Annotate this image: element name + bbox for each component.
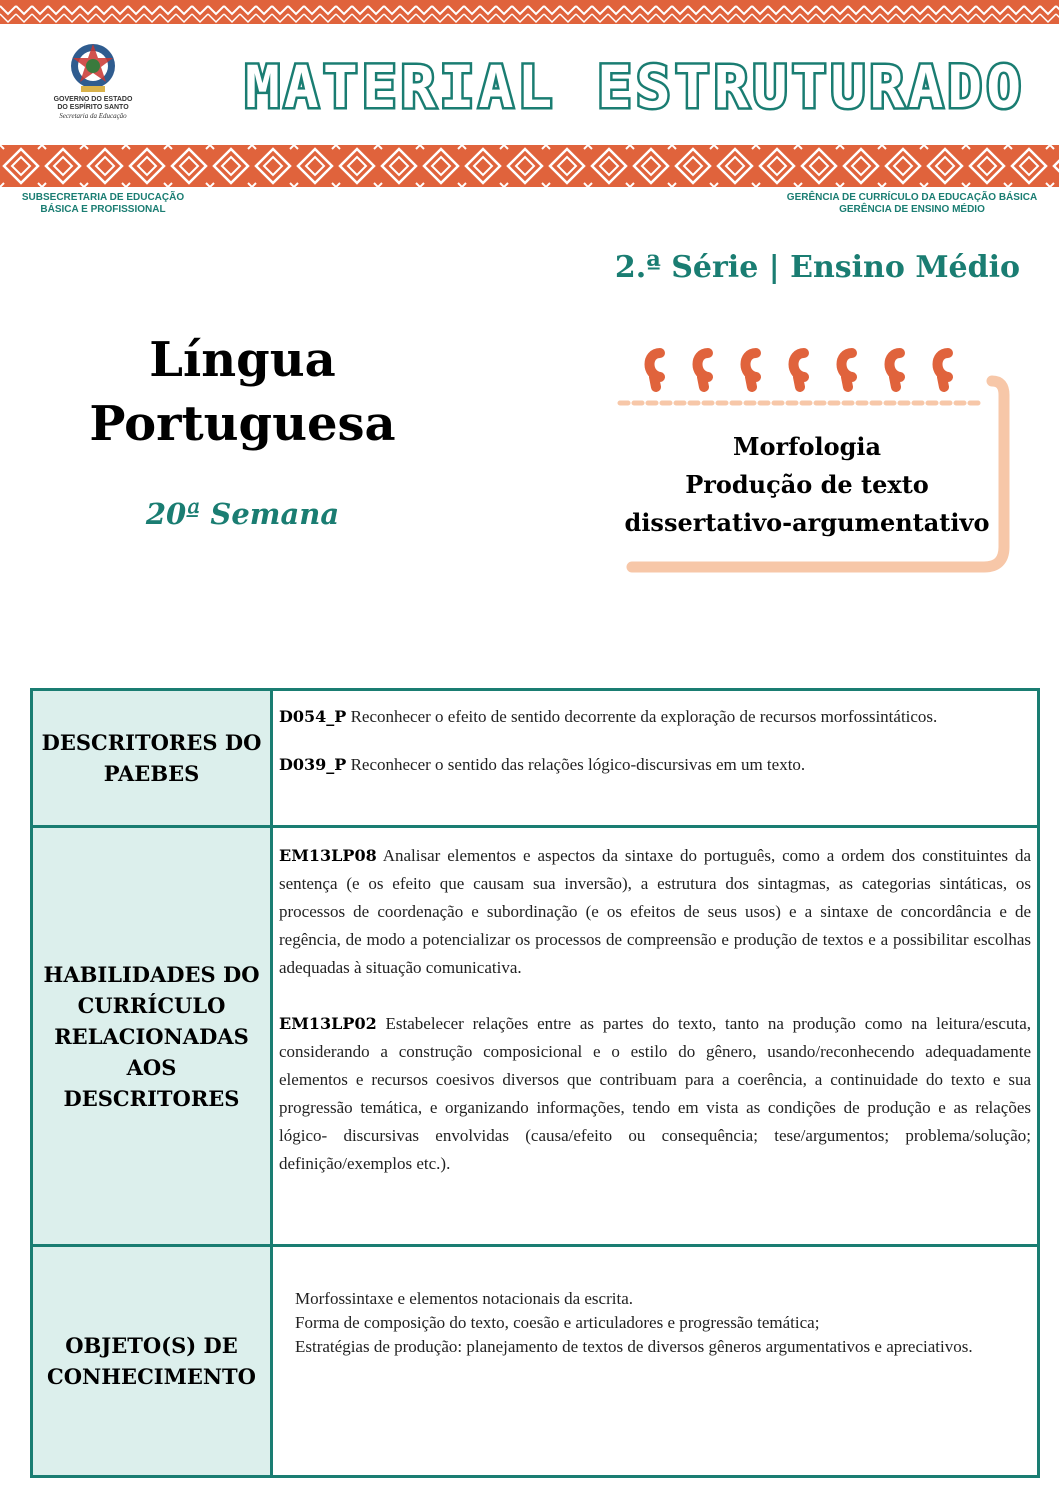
- objeto-item: Morfossintaxe e elementos notacionais da escrita.: [295, 1289, 633, 1308]
- logo-text-line2: DO ESPÍRITO SANTO: [57, 104, 129, 111]
- content-habilidades: [279, 828, 1031, 1244]
- curriculum-table: [30, 688, 1040, 1478]
- week-label: 20ª Semana: [145, 497, 340, 531]
- habilidade-text: Analisar elementos e aspectos da sintaxe do português, como a ordem dos constituintes da sentença (e os efeito que causam sua inversão), a estrutura dos sintagmas, as categorias sintáticas, os processos de coordenação e subordinação (e os efeitos de seus usos) e a sintaxe de concordância e de regência, de modo a potencializar os processos de compreensão e produção de textos e a possibilitar escolhas adequadas à situação comunicativa.: [279, 846, 1031, 977]
- content-descritores: [279, 691, 1031, 825]
- topic-item: dissertativo-argumentativo: [624, 508, 990, 537]
- descritor-item: [279, 753, 1031, 777]
- objeto-item: Estratégias de produção: planejamento de textos de diversos gêneros argumentativos e apreciativos.: [295, 1337, 973, 1356]
- topics-list: [612, 428, 1002, 542]
- descritor-text: Reconhecer o efeito de sentido decorrente da exploração de recursos morfossintáticos.: [346, 707, 938, 726]
- org-left-line2: BÁSICA E PROFISSIONAL: [40, 204, 166, 215]
- coat-of-arms-icon: [65, 38, 121, 96]
- decorative-band-top: [0, 0, 1059, 24]
- org-right-line2: GERÊNCIA DE ENSINO MÉDIO: [839, 204, 985, 215]
- label-descritores: DESCRITORES DO PAEBES: [33, 691, 273, 825]
- grade-label: 2.ª Série | Ensino Médio: [614, 250, 1020, 285]
- org-left: [12, 192, 194, 216]
- habilidade-item: [279, 1010, 1031, 1178]
- subject-line1: Língua: [149, 332, 336, 388]
- descritor-text: Reconhecer o sentido das relações lógico-discursivas em um texto.: [346, 755, 806, 774]
- table-row-descritores: [33, 691, 1037, 828]
- title-word-material: MATERIAL: [245, 53, 557, 121]
- table-row-objetos: [33, 1247, 1037, 1475]
- main-title: [245, 52, 1050, 122]
- table-row-habilidades: [33, 828, 1037, 1247]
- descritor-code: D039_P: [279, 755, 347, 774]
- subject-title: [60, 328, 425, 456]
- content-objetos: [279, 1247, 1031, 1475]
- habilidade-code: EM13LP08: [279, 846, 377, 865]
- habilidade-text: Estabelecer relações entre as partes do texto, tanto na produção como na leitura/escuta, considerando a construção composicional e o estilo do gênero, usando/reconhecendo adequadamente elementos e recursos coesivos diversos que contribuam para a coerência, a continuidade do texto e sua progressão temática, e organizando informações, tendo em vista as condições de produção e as relações lógico- discursivas envolvidas (causa/efeito ou consequência; tese/argumentos; problema/solução; definição/exemplos etc.).: [279, 1014, 1031, 1173]
- org-right-line1: GERÊNCIA DE CURRÍCULO DA EDUCAÇÃO BÁSICA: [786, 192, 1038, 203]
- logo-text-line1: GOVERNO DO ESTADO: [53, 96, 133, 103]
- label-objetos: OBJETO(S) DE CONHECIMENTO: [33, 1247, 273, 1475]
- objeto-item: Forma de composição do texto, coesão e articuladores e progressão temática;: [295, 1313, 820, 1332]
- logo-subtext: Secretaria da Educação: [59, 112, 127, 120]
- label-habilidades: HABILIDADES DO CURRÍCULO RELACIONADAS AOS DESCRITORES: [33, 828, 273, 1244]
- pattern-diamond-icon: [0, 145, 1059, 187]
- title-word-estruturado: ESTRUTURADO: [597, 53, 1026, 121]
- descritor-code: D054_P: [279, 707, 347, 726]
- org-left-line1: SUBSECRETARIA DE EDUCAÇÃO: [21, 192, 185, 203]
- subject-line2: Portuguesa: [89, 396, 396, 452]
- habilidade-code: EM13LP02: [279, 1014, 377, 1033]
- habilidade-item: [279, 842, 1031, 982]
- pattern-zigzag-icon: [0, 0, 1059, 24]
- topic-item: Morfologia: [732, 432, 882, 461]
- decorative-band-middle: [0, 145, 1059, 187]
- state-logo: [48, 38, 138, 133]
- topic-item: Produção de texto: [685, 470, 929, 499]
- org-right: [772, 192, 1052, 216]
- descritor-item: [279, 705, 1031, 729]
